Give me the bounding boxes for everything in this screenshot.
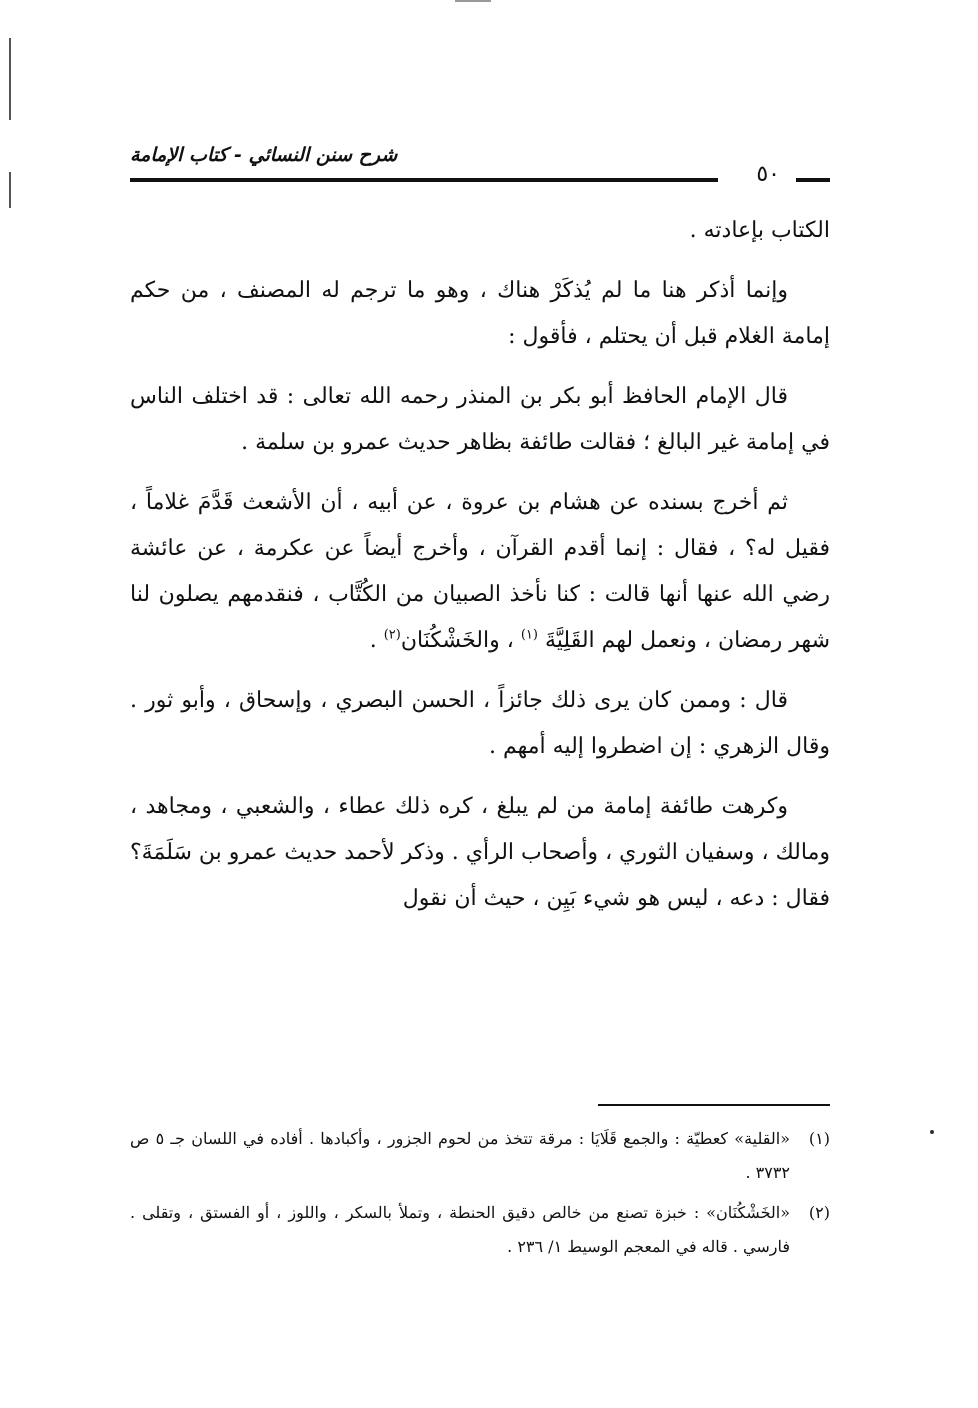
scan-edge-left <box>9 38 11 120</box>
footnote-text: «القلية» كعطيّة : والجمع قَلَايَا : مرقة تتخذ من لحوم الجزور ، وأكبادها . أفاده في اللسان جـ ٥ ص ٣٧٣٢ . <box>130 1129 790 1182</box>
paragraph: وإنما أذكر هنا ما لم يُذكَرْ هناك ، وهو ما ترجم له المصنف ، من حكم إمامة الغلام قبل أن يحتلم ، فأقول : <box>130 278 830 349</box>
page-number: ٥٠ <box>756 162 780 187</box>
footnote-text: «الخَشْكُنَان» : خبزة تصنع من خالص دقيق الحنطة ، وتملأ بالسكر ، واللوز ، أو الفستق ، وتقلى . فارسي . قاله في المعجم الوسيط ١/ ٢٣٦ . <box>130 1203 790 1256</box>
footnote <box>130 1122 830 1190</box>
footnotes <box>130 1122 830 1270</box>
scan-edge-left-lower <box>9 172 11 208</box>
body-text <box>130 208 830 936</box>
paragraph: الكتاب بإعادته . <box>689 218 830 243</box>
paragraph-text: ثم أخرج بسنده عن هشام بن عروة ، عن أبيه ، أن الأشعث قَدَّمَ غلاماً ، فقيل له؟ ، فقال : إنما أقدم القرآن ، وأخرج أيضاً عن عكرمة ، عن عائشة رضي الله عنها أنها قالت : كنا نأخذ الصبيان من الكُتَّاب ، فنقدمهم يصلون لنا شهر رمضان ، ونعمل لهم القَلِيَّةَ <box>130 490 830 653</box>
header-rule-short <box>796 178 830 182</box>
paragraph-text: . <box>369 628 384 653</box>
footnote-separator <box>598 1104 830 1106</box>
paragraph: قال : وممن كان يرى ذلك جائزاً ، الحسن البصري ، وإسحاق ، وأبو ثور . وقال الزهري : إن اضطروا إليه أمهم . <box>130 688 830 759</box>
book-title: شرح سنن النسائي - كتاب الإمامة <box>130 144 398 166</box>
running-header <box>130 138 830 198</box>
footnote-ref: (٢) <box>383 627 401 643</box>
scan-mark <box>930 1130 934 1134</box>
footnote-ref: (١) <box>520 627 538 643</box>
paragraph-text: ، والخَشْكُنَان <box>400 628 514 653</box>
footnote <box>130 1196 830 1264</box>
paragraph: قال الإمام الحافظ أبو بكر بن المنذر رحمه الله تعالى : قد اختلف الناس في إمامة غير البالغ ؛ فقالت طائفة بظاهر حديث عمرو بن سلمة . <box>130 384 830 455</box>
scan-edge-top <box>455 0 491 2</box>
footnote-number: (٢) <box>808 1203 830 1222</box>
paragraph <box>130 480 830 664</box>
footnote-number: (١) <box>808 1129 830 1148</box>
paragraph: وكرهت طائفة إمامة من لم يبلغ ، كره ذلك عطاء ، والشعبي ، ومجاهد ، ومالك ، وسفيان الثوري ، وأصحاب الرأي . وذكر لأحمد حديث عمرو بن سَلَمَةَ؟ فقال : دعه ، ليس هو شيء بَيِن ، حيث أن نقول <box>130 794 830 911</box>
header-rule <box>130 178 718 182</box>
